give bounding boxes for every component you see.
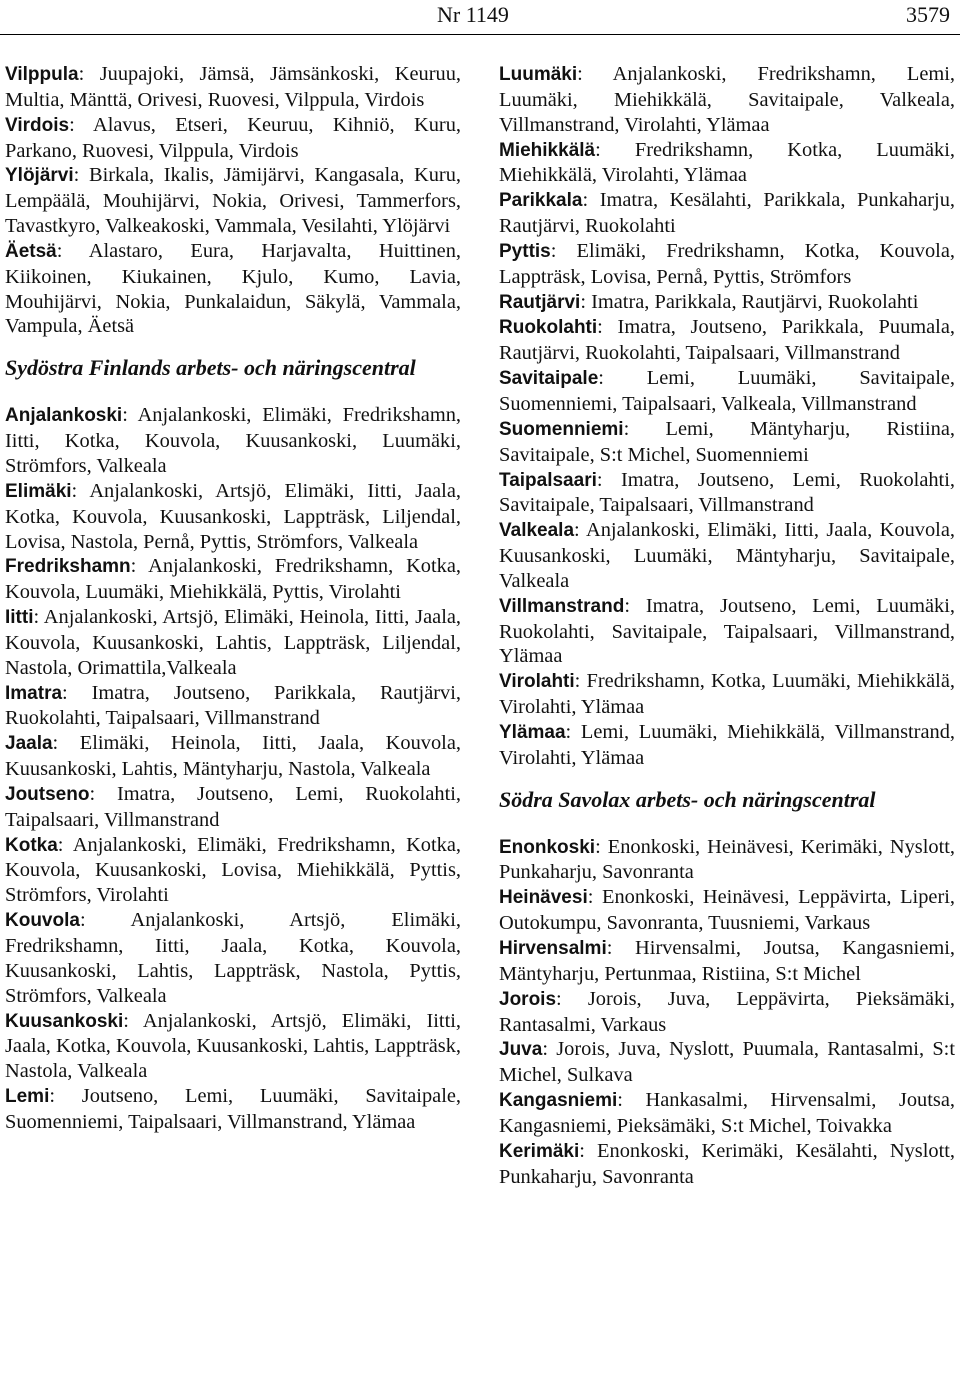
municipality-entry: Elimäki: Anjalankoski, Artsjö, Elimäki, Iitti, Jaala, Kotka, Kouvola, Kuusankoski, Lappträsk, Liljendal, Lovisa, Nastola, Pernå, Pyttis, Strömfors, Valkeala: [5, 479, 461, 553]
entry-name: Virolahti: [499, 671, 575, 693]
entry-name: Juva: [499, 1039, 543, 1061]
entry-text: Anjalankoski, Artsjö, Elimäki, Heinola, Iitti, Jaala, Kouvola, Kuusankoski, Lahtis, Lappträsk, Liljendal, Nastola, Orimattila,Valkeala: [5, 606, 462, 679]
municipality-entry: Kangasniemi: Hankasalmi, Hirvensalmi, Joutsa, Kangasniemi, Pieksämäki, S:t Michel, Toivakka: [499, 1089, 955, 1137]
municipality-entry: Vilppula: Juupajoki, Jämsä, Jämsänkoski, Keuruu, Multia, Mänttä, Orivesi, Ruovesi, Vilppula, Virdois: [5, 63, 461, 111]
entry-text: Imatra, Joutseno, Parikkala, Rautjärvi, Ruokolahti, Taipalsaari, Villmanstrand: [5, 681, 461, 730]
municipality-entry: Fredrikshamn: Anjalankoski, Fredrikshamn, Kotka, Kouvola, Luumäki, Miehikkälä, Pyttis, Virolahti: [5, 555, 461, 604]
entry-text: Jorois, Juva, Nyslott, Puumala, Rantasalmi, S:t Michel, Sulkava: [499, 1038, 955, 1087]
entry-text: Enonkoski, Kerimäki, Kesälahti, Nyslott, Punkaharju, Savonranta: [499, 1139, 955, 1188]
municipality-entry: Miehikkälä: Fredrikshamn, Kotka, Luumäki, Miehikkälä, Virolahti, Ylämaa: [499, 138, 956, 187]
entry-text: Lemi, Luumäki, Miehikkälä, Villmanstrand, Virolahti, Ylämaa: [499, 720, 955, 769]
entry-name: Äetsä: [5, 240, 57, 262]
municipality-entry: Villmanstrand: Imatra, Joutseno, Lemi, Luumäki, Ruokolahti, Savitaipale, Taipalsaari, Villmanstrand, Ylämaa: [499, 594, 955, 668]
municipality-entry: Savitaipale: Lemi, Luumäki, Savitaipale, Suomenniemi, Taipalsaari, Valkeala, Villmanstrand: [499, 367, 956, 415]
municipality-entry: Ylämaa: Lemi, Luumäki, Miehikkälä, Villmanstrand, Virolahti, Ylämaa: [499, 720, 955, 769]
entry-name: Heinävesi: [499, 887, 588, 909]
entry-text: Birkala, Ikalis, Jämijärvi, Kangasala, Kuru, Lempäälä, Mouhijärvi, Nokia, Orivesi, Tammerfors, Tavastkyro, Valkeakoski, Vammala, Vesilahti, Ylöjärvi: [5, 164, 462, 238]
entry-name: Iitti: [5, 607, 34, 629]
entry-text: Alavus, Etseri, Keuruu, Kihniö, Kuru, Parkano, Ruovesi, Vilppula, Virdois: [5, 113, 461, 162]
municipality-entry: Rautjärvi: Imatra, Parikkala, Rautjärvi, Ruokolahti: [499, 290, 919, 313]
entry-text: Anjalankoski, Elimäki, Fredrikshamn, Kotka, Kouvola, Kuusankoski, Lovisa, Miehikkälä, Pyttis, Strömfors, Virolahti: [5, 833, 461, 907]
entry-text: Lemi, Luumäki, Savitaipale, Suomenniemi, Taipalsaari, Valkeala, Villmanstrand: [499, 367, 956, 415]
entry-text: Elimäki, Fredrikshamn, Kotka, Kouvola, Lappträsk, Lovisa, Pernå, Pyttis, Strömfors: [499, 239, 955, 288]
entry-text: Anjalankoski, Artsjö, Elimäki, Fredrikshamn, Iitti, Jaala, Kotka, Kouvola, Kuusankoski, Lahtis, Lappträsk, Nastola, Pyttis, Strömfors, Valkeala: [5, 909, 461, 1007]
entry-name: Vilppula: [5, 64, 79, 85]
page-header: [0, 0, 960, 40]
entry-text: Imatra, Kesälahti, Parikkala, Punkaharju, Rautjärvi, Ruokolahti: [499, 189, 955, 238]
entry-name: Valkeala: [499, 520, 575, 542]
entry-text: Imatra, Joutseno, Lemi, Luumäki, Ruokolahti, Savitaipale, Taipalsaari, Villmanstrand, Ylämaa: [499, 594, 955, 668]
entry-text: Anjalankoski, Elimäki, Fredrikshamn, Iitti, Kotka, Kouvola, Kuusankoski, Luumäki, Strömfors, Valkeala: [5, 404, 462, 477]
entry-text: Imatra, Parikkala, Rautjärvi, Ruokolahti: [591, 290, 919, 313]
entry-text: Anjalankoski, Fredrikshamn, Kotka, Kouvola, Luumäki, Miehikkälä, Pyttis, Virolahti: [5, 555, 461, 604]
right-column: [499, 62, 955, 1189]
header-rule: [0, 34, 960, 35]
entry-name: Elimäki: [5, 480, 72, 502]
municipality-entry: Lemi: Joutseno, Lemi, Luumäki, Savitaipale, Suomenniemi, Taipalsaari, Villmanstrand, Ylämaa: [5, 1085, 462, 1133]
municipality-entry: Ruokolahti: Imatra, Joutseno, Parikkala, Puumala, Rautjärvi, Ruokolahti, Taipalsaari, Villmanstrand: [499, 316, 955, 365]
municipality-entry: Valkeala: Anjalankoski, Elimäki, Iitti, Jaala, Kouvola, Kuusankoski, Luumäki, Mäntyharju, Savitaipale, Valkeala: [499, 519, 955, 592]
entry-text: Imatra, Joutseno, Parikkala, Puumala, Rautjärvi, Ruokolahti, Taipalsaari, Villmanstrand: [499, 316, 955, 365]
entry-name: Villmanstrand: [499, 595, 625, 617]
municipality-entry: Juva: Jorois, Juva, Nyslott, Puumala, Rantasalmi, S:t Michel, Sulkava: [499, 1038, 955, 1087]
municipality-entry: Pyttis: Elimäki, Fredrikshamn, Kotka, Kouvola, Lappträsk, Lovisa, Pernå, Pyttis, Strömfors: [499, 239, 955, 288]
entry-name: Kerimäki: [499, 1140, 580, 1162]
entry-text: Enonkoski, Heinävesi, Kerimäki, Nyslott, Punkaharju, Savonranta: [499, 835, 956, 884]
municipality-entry: Ylöjärvi: Birkala, Ikalis, Jämijärvi, Kangasala, Kuru, Lempäälä, Mouhijärvi, Nokia, Orivesi, Tammerfors, Tavastkyro, Valkeakoski, Vammala, Vesilahti, Ylöjärvi: [5, 164, 462, 238]
municipality-entry: Suomenniemi: Lemi, Mäntyharju, Ristiina, Savitaipale, S:t Michel, Suomenniemi: [499, 417, 955, 466]
entry-name: Joutseno: [5, 783, 90, 805]
entry-name: Fredrikshamn: [5, 556, 131, 578]
entry-text: Anjalankoski, Fredrikshamn, Lemi, Luumäki, Miehikkälä, Savitaipale, Valkeala, Villmanstrand, Virolahti, Ylämaa: [499, 63, 955, 136]
entry-name: Ruokolahti: [499, 317, 598, 339]
entry-name: Kuusankoski: [5, 1010, 124, 1032]
entry-name: Savitaipale: [499, 368, 599, 390]
entry-name: Imatra: [5, 682, 63, 704]
entry-name: Enonkoski: [499, 836, 596, 858]
municipality-entry: Luumäki: Anjalankoski, Fredrikshamn, Lemi, Luumäki, Miehikkälä, Savitaipale, Valkeala, Villmanstrand, Virolahti, Ylämaa: [499, 63, 955, 136]
municipality-entry: Anjalankoski: Anjalankoski, Elimäki, Fredrikshamn, Iitti, Kotka, Kouvola, Kuusankoski, Luumäki, Strömfors, Valkeala: [5, 404, 462, 477]
entry-text: Imatra, Joutseno, Lemi, Ruokolahti, Taipalsaari, Villmanstrand: [5, 782, 461, 831]
entry-text: Alastaro, Eura, Harjavalta, Huittinen, Kiikoinen, Kiukainen, Kjulo, Kumo, Lavia, Mouhijärvi, Nokia, Punkalaidun, Säkylä, Vammala, Vampula, Äetsä: [5, 239, 461, 338]
entry-name: Luumäki: [499, 64, 578, 85]
municipality-entry: Kuusankoski: Anjalankoski, Artsjö, Elimäki, Iitti, Jaala, Kotka, Kouvola, Kuusankoski, Lahtis, Lappträsk, Nastola, Valkeala: [5, 1009, 461, 1083]
municipality-entry: Enonkoski: Enonkoski, Heinävesi, Kerimäki, Nyslott, Punkaharju, Savonranta: [499, 835, 956, 884]
municipality-entry: Heinävesi: Enonkoski, Heinävesi, Leppävirta, Liperi, Outokumpu, Savonranta, Tuusniemi, Varkaus: [499, 886, 955, 935]
entry-name: Ylämaa: [499, 721, 566, 743]
entry-name: Anjalankoski: [5, 405, 123, 427]
entry-name: Ylöjärvi: [5, 165, 74, 187]
entry-text: Anjalankoski, Artsjö, Elimäki, Iitti, Jaala, Kotka, Kouvola, Kuusankoski, Lappträsk, Liljendal, Lovisa, Nastola, Pernå, Pyttis, Strömfors, Valkeala: [5, 479, 461, 553]
municipality-entry: Iitti: Anjalankoski, Artsjö, Elimäki, Heinola, Iitti, Jaala, Kouvola, Kuusankoski, Lahtis, Lappträsk, Liljendal, Nastola, Orimattila,Valkeala: [5, 606, 462, 679]
entry-text: Lemi, Mäntyharju, Ristiina, Savitaipale, S:t Michel, Suomenniemi: [499, 417, 955, 466]
entry-name: Parikkala: [499, 190, 583, 212]
entry-name: Jorois: [499, 988, 557, 1010]
issue-number: Nr 1149: [437, 2, 509, 27]
entry-name: Kotka: [5, 834, 58, 856]
left-column: [5, 62, 461, 1135]
entry-text: Imatra, Joutseno, Lemi, Ruokolahti, Savitaipale, Taipalsaari, Villmanstrand: [499, 468, 955, 517]
entry-text: Fredrikshamn, Kotka, Luumäki, Miehikkälä, Virolahti, Ylämaa: [499, 138, 956, 187]
entry-name: Hirvensalmi: [499, 938, 607, 959]
entry-name: Kouvola: [5, 910, 80, 932]
section-heading: Sydöstra Finlands arbets- och näringscentral: [5, 355, 416, 381]
entry-text: Hankasalmi, Hirvensalmi, Joutsa, Kangasniemi, Pieksämäki, S:t Michel, Toivakka: [499, 1089, 955, 1137]
municipality-entry: Virolahti: Fredrikshamn, Kotka, Luumäki, Miehikkälä, Virolahti, Ylämaa: [499, 670, 955, 719]
entry-text: Anjalankoski, Elimäki, Iitti, Jaala, Kouvola, Kuusankoski, Luumäki, Mäntyharju, Savitaipale, Valkeala: [499, 519, 955, 592]
entry-text: Juupajoki, Jämsä, Jämsänkoski, Keuruu, Multia, Mänttä, Orivesi, Ruovesi, Vilppula, Virdois: [5, 63, 461, 111]
entry-name: Virdois: [5, 114, 70, 136]
entry-text: Jorois, Juva, Leppävirta, Pieksämäki, Rantasalmi, Varkaus: [499, 987, 955, 1036]
entry-name: Pyttis: [499, 240, 551, 262]
municipality-entry: Kouvola: Anjalankoski, Artsjö, Elimäki, Fredrikshamn, Iitti, Jaala, Kotka, Kouvola, Kuusankoski, Lahtis, Lappträsk, Nastola, Pyttis, Strömfors, Valkeala: [5, 909, 461, 1007]
entry-name: Lemi: [5, 1086, 50, 1108]
entry-text: Anjalankoski, Artsjö, Elimäki, Iitti, Jaala, Kotka, Kouvola, Kuusankoski, Lahtis, Lappträsk, Nastola, Valkeala: [5, 1009, 461, 1083]
municipality-entry: Virdois: Alavus, Etseri, Keuruu, Kihniö, Kuru, Parkano, Ruovesi, Vilppula, Virdois: [5, 113, 461, 162]
entry-name: Kangasniemi: [499, 1090, 618, 1112]
entry-text: Elimäki, Heinola, Iitti, Jaala, Kouvola, Kuusankoski, Lahtis, Mäntyharju, Nastola, Valkeala: [5, 732, 461, 781]
entry-name: Jaala: [5, 733, 53, 755]
entry-name: Miehikkälä: [499, 139, 596, 161]
municipality-entry: Hirvensalmi: Hirvensalmi, Joutsa, Kangasniemi, Mäntyharju, Pertunmaa, Ristiina, S:t Michel: [499, 937, 955, 985]
entry-text: Enonkoski, Heinävesi, Leppävirta, Liperi, Outokumpu, Savonranta, Tuusniemi, Varkaus: [499, 886, 955, 935]
entry-name: Rautjärvi: [499, 291, 581, 313]
municipality-entry: Kerimäki: Enonkoski, Kerimäki, Kesälahti, Nyslott, Punkaharju, Savonranta: [499, 1139, 955, 1188]
municipality-entry: Äetsä: Alastaro, Eura, Harjavalta, Huittinen, Kiikoinen, Kiukainen, Kjulo, Kumo, Lavia, Mouhijärvi, Nokia, Punkalaidun, Säkylä, Vammala, Vampula, Äetsä: [5, 239, 461, 338]
municipality-entry: Imatra: Imatra, Joutseno, Parikkala, Rautjärvi, Ruokolahti, Taipalsaari, Villmanstrand: [5, 681, 461, 730]
page-number: 3579: [906, 2, 950, 27]
entry-text: Joutseno, Lemi, Luumäki, Savitaipale, Suomenniemi, Taipalsaari, Villmanstrand, Ylämaa: [5, 1085, 462, 1133]
municipality-entry: Parikkala: Imatra, Kesälahti, Parikkala, Punkaharju, Rautjärvi, Ruokolahti: [499, 189, 955, 238]
municipality-entry: Taipalsaari: Imatra, Joutseno, Lemi, Ruokolahti, Savitaipale, Taipalsaari, Villmanstrand: [499, 468, 955, 517]
municipality-entry: Jorois: Jorois, Juva, Leppävirta, Pieksämäki, Rantasalmi, Varkaus: [499, 987, 955, 1036]
entry-name: Suomenniemi: [499, 418, 624, 440]
entry-text: Fredrikshamn, Kotka, Luumäki, Miehikkälä, Virolahti, Ylämaa: [499, 670, 955, 719]
entry-text: Hirvensalmi, Joutsa, Kangasniemi, Mäntyharju, Pertunmaa, Ristiina, S:t Michel: [499, 937, 955, 985]
municipality-entry: Kotka: Anjalankoski, Elimäki, Fredrikshamn, Kotka, Kouvola, Kuusankoski, Lovisa, Miehikkälä, Pyttis, Strömfors, Virolahti: [5, 833, 461, 907]
municipality-entry: Joutseno: Imatra, Joutseno, Lemi, Ruokolahti, Taipalsaari, Villmanstrand: [5, 782, 461, 831]
section-heading: Södra Savolax arbets- och näringscentral: [499, 786, 876, 812]
entry-name: Taipalsaari: [499, 469, 597, 491]
municipality-entry: Jaala: Elimäki, Heinola, Iitti, Jaala, Kouvola, Kuusankoski, Lahtis, Mäntyharju, Nastola, Valkeala: [5, 732, 461, 781]
